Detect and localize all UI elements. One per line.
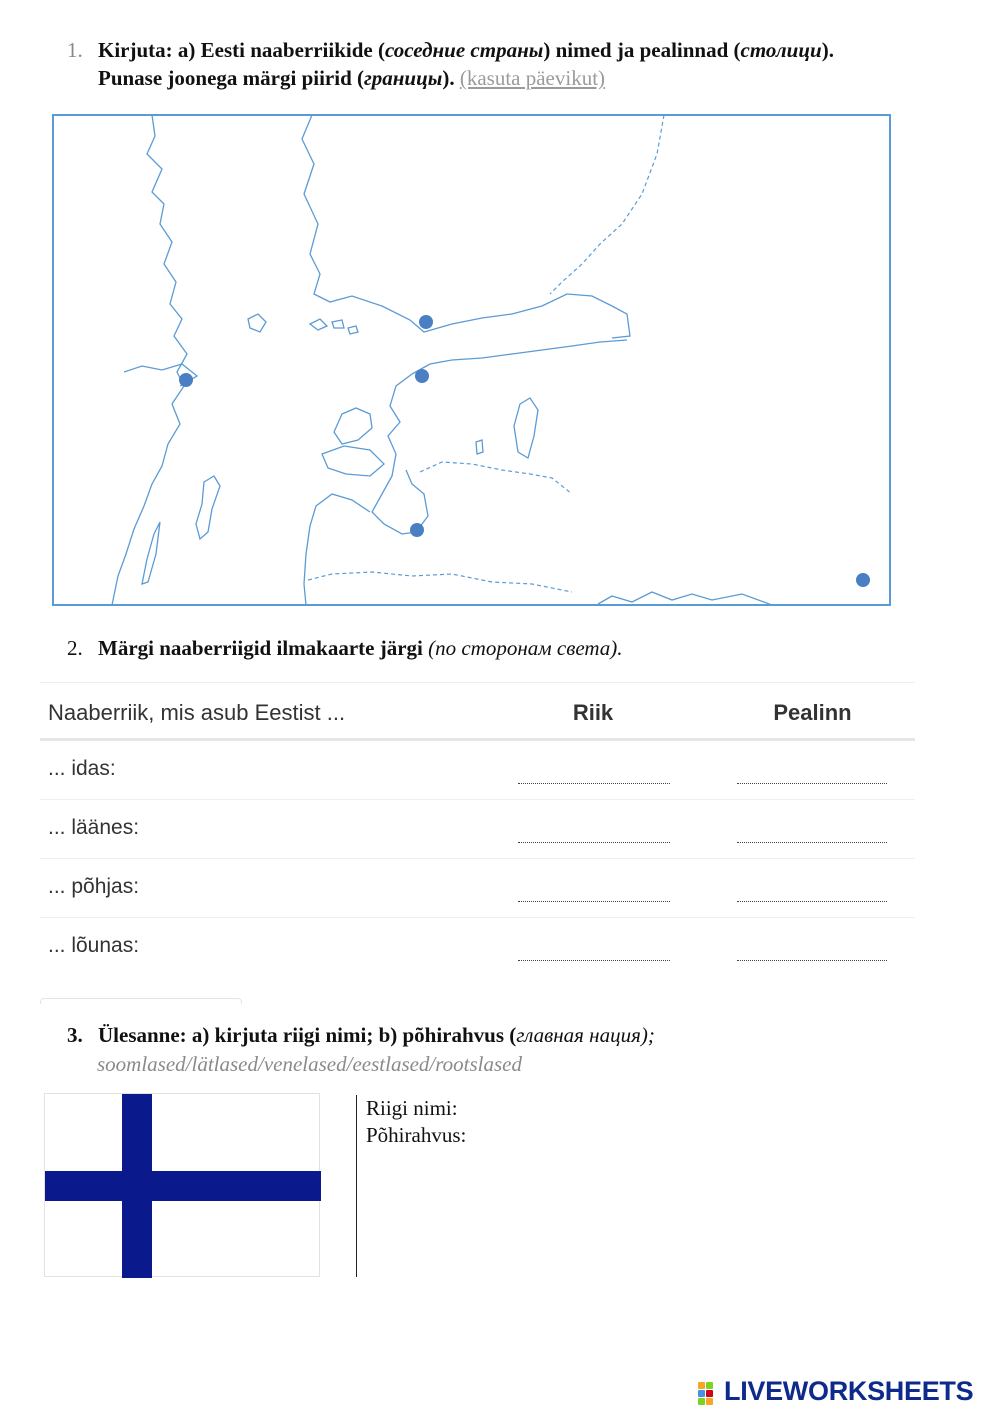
country-answer-blank[interactable] <box>518 781 670 784</box>
latvia-west-coast <box>304 494 370 605</box>
task-2-text: Märgi naaberriigid ilmakaarte järgi <box>98 636 423 660</box>
lake-vortsjarv <box>476 440 483 454</box>
task-1-line-2 <box>98 64 605 92</box>
direction-label: ... lõunas: <box>48 934 140 957</box>
header-direction: Naaberriik, mis asub Eestist ... <box>48 700 346 725</box>
diary-link[interactable]: (kasuta päevikut) <box>459 66 606 90</box>
aland-island <box>248 314 266 332</box>
borders <box>308 115 664 592</box>
country-name-label: Riigi nimi: <box>366 1096 458 1120</box>
finland-coast <box>302 115 630 338</box>
stockholm-dot <box>179 373 193 387</box>
liveworksheets-wordmark: LIVEWORKSHEETS <box>724 1376 974 1406</box>
capital-answer-blank[interactable] <box>737 781 887 784</box>
liveworksheets-logo-icon <box>698 1380 722 1406</box>
flag-answer-area <box>366 1095 466 1149</box>
moscow-dot <box>856 573 870 587</box>
logo-square-4 <box>706 1390 713 1397</box>
task-1-line-2-a: Punase joonega märgi piirid ( <box>98 66 364 90</box>
gotland-island <box>196 476 220 539</box>
task-1-line-2-b: ). <box>442 66 455 90</box>
country-answer-blank[interactable] <box>518 958 670 961</box>
capital-answer-blank[interactable] <box>737 899 887 902</box>
flag-cross-horizontal <box>45 1171 321 1201</box>
capital-answer-blank[interactable] <box>737 958 887 961</box>
task-1-line-1 <box>98 36 834 64</box>
estonia-north-coast <box>412 340 627 374</box>
task-1-russian-1: соседние страны <box>384 38 544 62</box>
table-row-south <box>40 918 915 977</box>
header-country: Riik <box>572 700 614 725</box>
task-1-instructions <box>67 36 967 96</box>
table-row-east <box>40 741 915 800</box>
oland-island <box>142 522 160 584</box>
estonia-latvia-border <box>420 462 572 494</box>
helsinki-dot <box>419 315 433 329</box>
task-1-text-a: Kirjuta: a) Eesti naaberriikide ( <box>98 38 385 62</box>
task-1-number: 1. <box>67 38 83 62</box>
gulf-of-riga <box>372 454 428 534</box>
task-3-russian: главная нация); <box>516 1023 655 1047</box>
estonia-west-coast <box>388 374 412 454</box>
task-1-text-b: ) nimed ja pealinnad ( <box>543 38 741 62</box>
direction-label: ... läänes: <box>48 816 140 839</box>
coastlines <box>53 115 890 605</box>
capital-dots <box>179 315 870 587</box>
logo-square-2 <box>706 1382 713 1389</box>
country-answer-blank[interactable] <box>518 840 670 843</box>
sweden-coast <box>112 115 187 605</box>
task-3-line-1 <box>98 1021 655 1049</box>
task-2-line <box>98 634 623 662</box>
vertical-divider <box>356 1095 357 1277</box>
logo-square-6 <box>706 1398 713 1405</box>
finland-russia-border <box>550 115 664 294</box>
table-header <box>40 682 915 741</box>
task-1-russian-3: границы <box>364 66 443 90</box>
task-1-text-c: ). <box>821 38 834 62</box>
logo-square-3 <box>698 1390 705 1397</box>
task-3-text: Ülesanne: a) kirjuta riigi nimi; b) põhirahvus ( <box>98 1023 517 1047</box>
table-row-north <box>40 859 915 918</box>
task-2-instructions <box>67 634 967 664</box>
neighbours-table <box>40 682 915 977</box>
russia-edge <box>598 592 772 605</box>
map-border <box>53 115 890 605</box>
header-capital: Pealinn <box>773 700 852 725</box>
finland-flag <box>44 1093 320 1277</box>
outline-map <box>52 114 891 606</box>
task-3-number: 3. <box>67 1023 83 1047</box>
tallinn-dot <box>415 369 429 383</box>
country-answer-blank[interactable] <box>518 899 670 902</box>
table-row-west <box>40 800 915 859</box>
saaremaa-island <box>322 446 384 476</box>
capital-answer-blank[interactable] <box>737 840 887 843</box>
task-3-options: soomlased/lätlased/venelased/eestlased/rootslased <box>97 1052 522 1076</box>
flag-cross-vertical <box>122 1094 152 1278</box>
liveworksheets-brand <box>698 1377 994 1409</box>
divider-tab <box>40 998 242 1004</box>
map-svg <box>52 114 891 606</box>
main-people-label: Põhirahvus: <box>366 1123 467 1147</box>
latvia-lithuania-border <box>308 572 572 592</box>
lake-peipsi <box>514 398 538 458</box>
task-3-instructions <box>67 1021 967 1081</box>
direction-label: ... idas: <box>48 757 116 780</box>
task-2-number: 2. <box>67 636 83 660</box>
finland-islands <box>310 319 358 334</box>
logo-square-5 <box>698 1398 705 1405</box>
direction-label: ... põhjas: <box>48 875 140 898</box>
hiiumaa-island <box>334 408 372 444</box>
task-1-russian-2: столици <box>740 38 822 62</box>
task-2-russian: (по сторонам света). <box>428 636 623 660</box>
riga-dot <box>410 523 424 537</box>
logo-square-1 <box>698 1382 705 1389</box>
